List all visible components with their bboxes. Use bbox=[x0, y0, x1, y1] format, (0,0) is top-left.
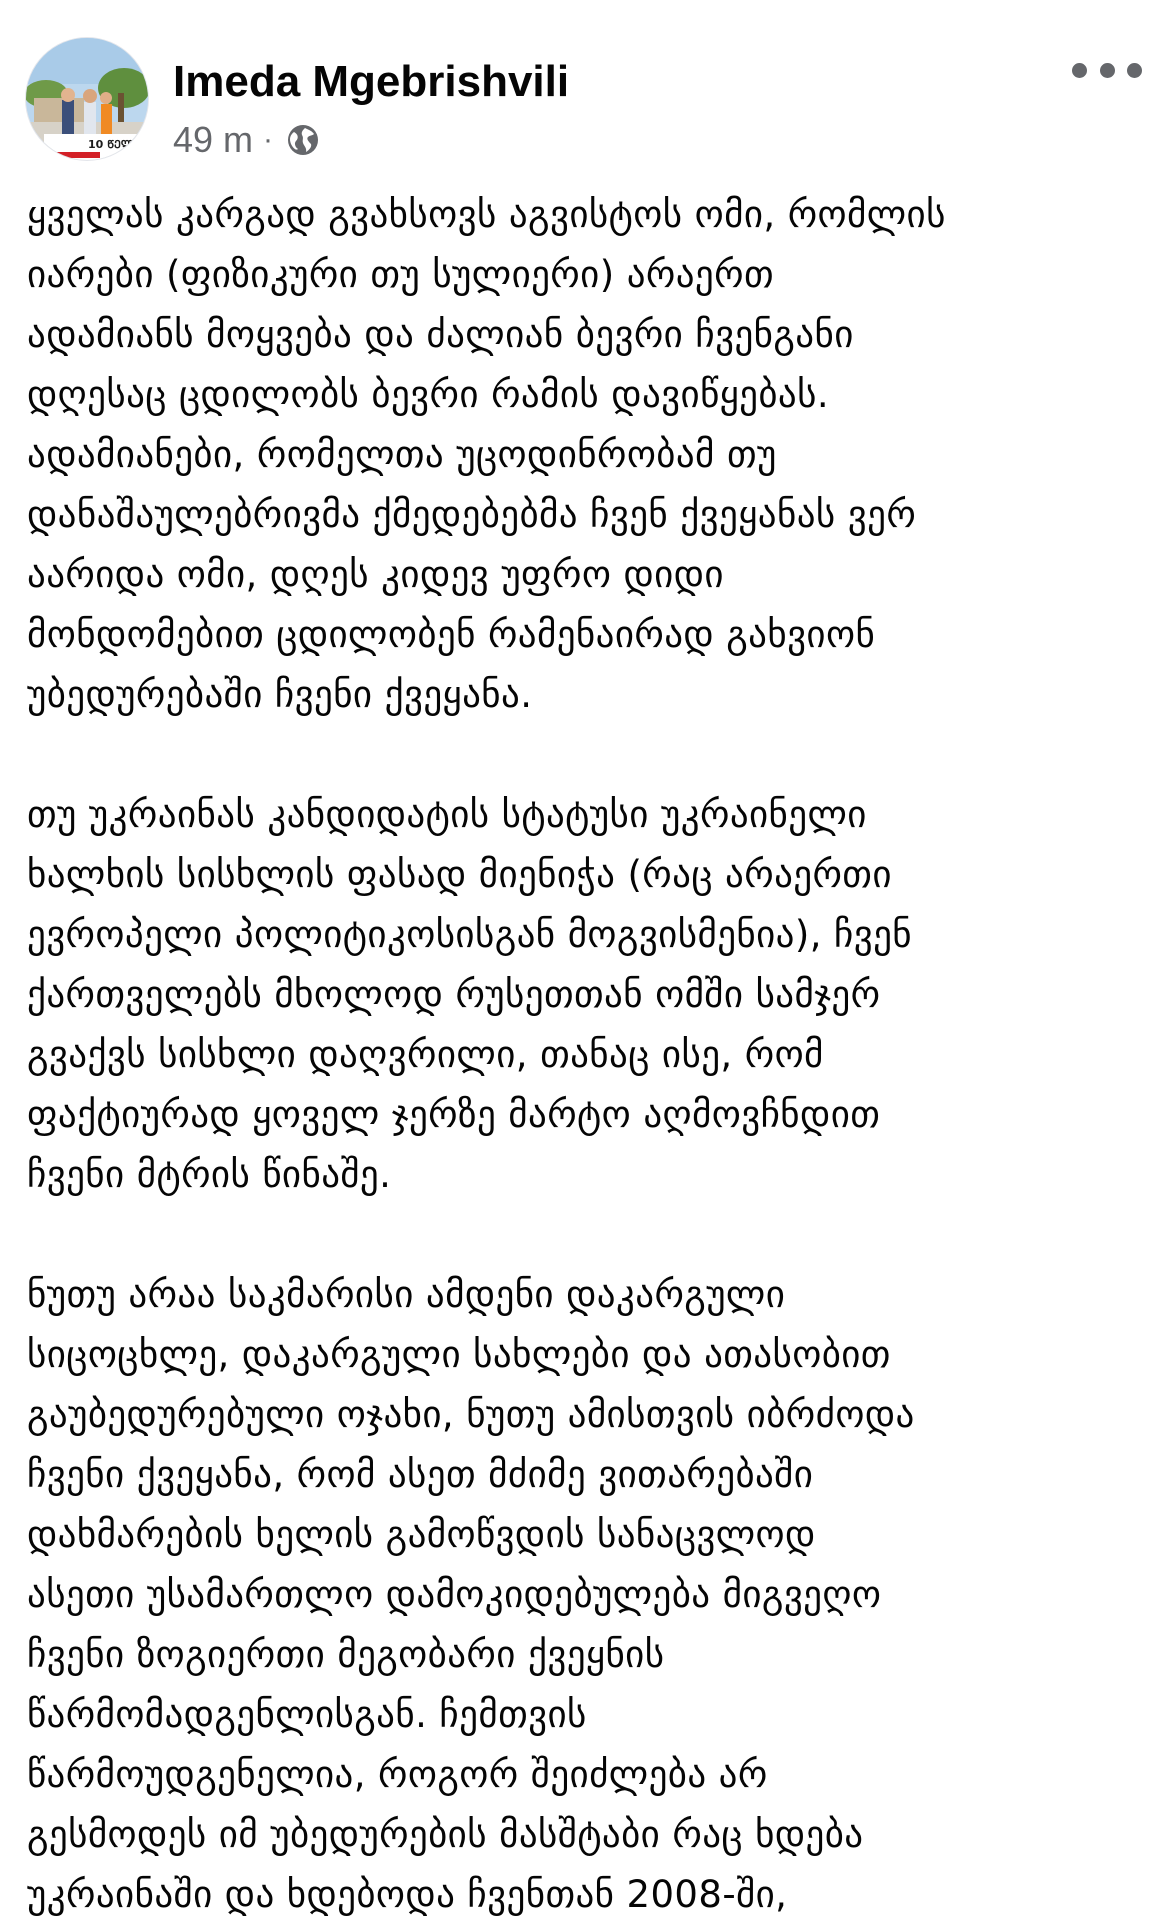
text-line: ჩვენი ზოგიერთი მეგობარი ქვეყნის bbox=[27, 1633, 665, 1676]
text-line: უკრაინაში და ხდებოდა ჩვენთან 2008-ში, bbox=[27, 1873, 788, 1916]
text-line: იარები (ფიზიკური თუ სულიერი) არაერთ bbox=[27, 253, 774, 296]
text-line: ნუთუ არაა საკმარისი ამდენი დაკარგული bbox=[27, 1273, 786, 1316]
avatar-photo-icon bbox=[26, 38, 148, 160]
post-timestamp[interactable]: 49 m bbox=[173, 119, 254, 160]
text-line: გაუბედურებული ოჯახი, ნუთუ ამისთვის იბრძოდა bbox=[27, 1393, 915, 1436]
text-line: ხალხის სისხლის ფასად მიენიჭა (რაც არაერთი bbox=[27, 853, 892, 896]
text-line: აარიდა ომი, დღეს კიდევ უფრო დიდი bbox=[27, 553, 724, 596]
text-line: ქართველებს მხოლოდ რუსეთთან ომში სამჯერ bbox=[27, 973, 881, 1016]
author-name[interactable]: Imeda Mgebrishvili bbox=[173, 57, 570, 106]
text-line: წარმომადგენლისგან. ჩემთვის bbox=[27, 1693, 587, 1736]
text-line: მონდომებით ცდილობენ რამენაირად გახვიონ bbox=[27, 613, 876, 656]
post-paragraph bbox=[27, 185, 1142, 725]
paragraph-spacer bbox=[27, 725, 1142, 785]
more-options-button[interactable] bbox=[1072, 50, 1142, 90]
text-line: ადამიანები, რომელთა უცოდინრობამ თუ bbox=[27, 433, 777, 476]
text-line: ყველას კარგად გვახსოვს აგვისტოს ომი, რომლის bbox=[27, 193, 946, 236]
text-line: სიცოცხლე, დაკარგული სახლები და ათასობით bbox=[27, 1333, 891, 1376]
text-line: დღესაც ცდილობს ბევრი რამის დავიწყებას. bbox=[27, 373, 829, 416]
text-line: ჩვენი მტრის წინაშე. bbox=[27, 1153, 392, 1196]
text-line: წარმოუდგენელია, როგორ შეიძლება არ bbox=[27, 1753, 768, 1796]
text-line: დახმარების ხელის გამოწვდის სანაცვლოდ bbox=[27, 1513, 816, 1556]
text-line: ადამიანს მოყვება და ძალიან ბევრი ჩვენგანი bbox=[27, 313, 854, 356]
text-line: უბედურებაში ჩვენი ქვეყანა. bbox=[27, 673, 533, 716]
text-line: ფაქტიურად ყოველ ჯერზე მარტო აღმოვჩნდით bbox=[27, 1093, 881, 1136]
text-line: ჩვენი ქვეყანა, რომ ასეთ მძიმე ვითარებაში bbox=[27, 1453, 814, 1496]
post-header bbox=[0, 0, 1161, 170]
text-line: ევროპელი პოლიტიკოსისგან მოგვისმენია), ჩვენ bbox=[27, 913, 913, 956]
text-line: გვაქვს სისხლი დაღვრილი, თანაც ისე, რომ bbox=[27, 1033, 824, 1076]
paragraph-spacer bbox=[27, 1205, 1142, 1265]
more-options-icon bbox=[1072, 63, 1087, 78]
more-options-icon bbox=[1100, 63, 1115, 78]
meta-separator: · bbox=[263, 123, 274, 156]
post-paragraph bbox=[27, 1265, 1142, 1925]
globe-icon[interactable] bbox=[285, 122, 321, 158]
author-avatar[interactable] bbox=[26, 38, 148, 160]
text-line: თუ უკრაინას კანდიდატის სტატუსი უკრაინელი bbox=[27, 793, 867, 836]
text-line: ასეთი უსამართლო დამოკიდებულება მიგვეღო bbox=[27, 1573, 882, 1616]
post-text bbox=[27, 185, 1142, 1925]
post-paragraph bbox=[27, 785, 1142, 1205]
post-meta bbox=[173, 115, 321, 165]
more-options-icon bbox=[1127, 63, 1142, 78]
text-line: დანაშაულებრივმა ქმედებებმა ჩვენ ქვეყანას ვერ bbox=[27, 493, 917, 536]
text-line: გესმოდეს იმ უბედურების მასშტაბი რაც ხდება bbox=[27, 1813, 864, 1856]
avatar-caption: 10 ᲬᲔᲚᲘ bbox=[88, 138, 141, 151]
